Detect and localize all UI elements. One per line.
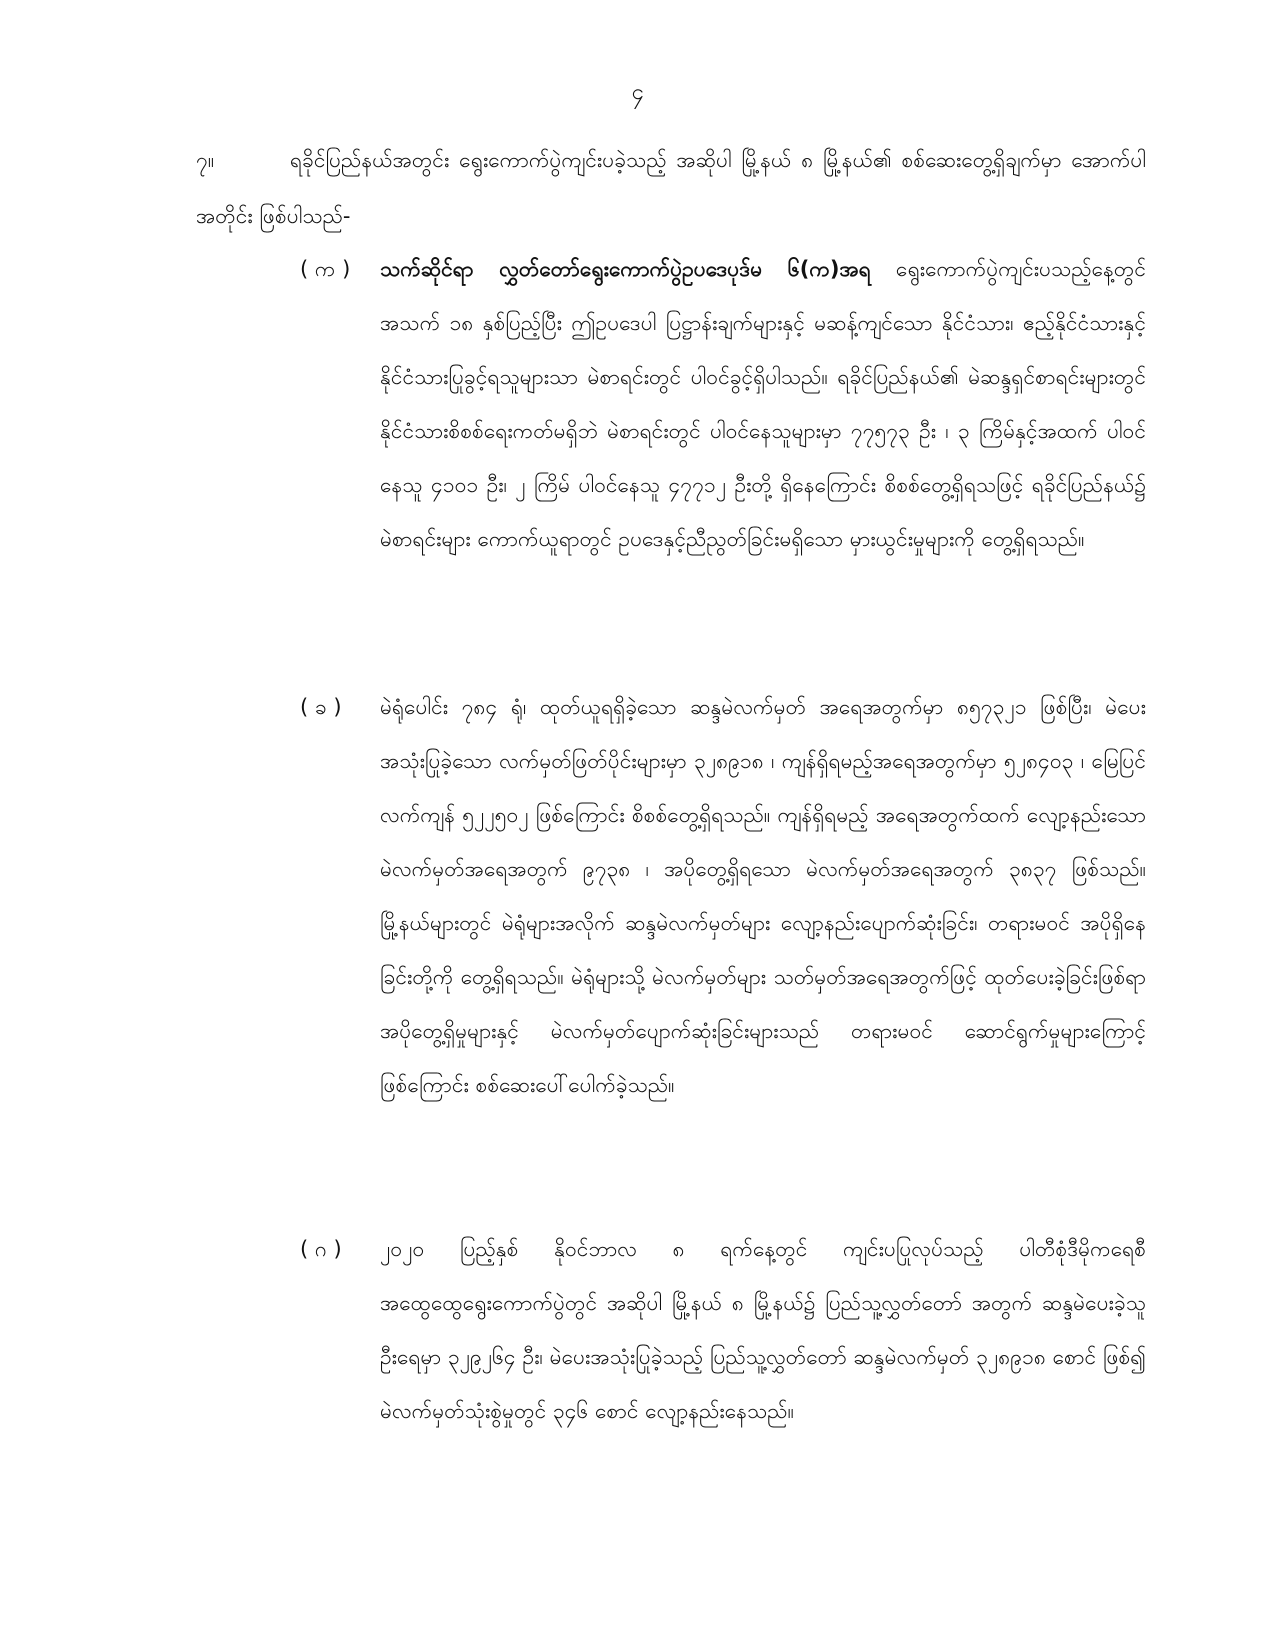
item-text: [380, 242, 1146, 566]
item-body-text: ရွေးကောက်ပွဲကျင်းပသည့်နေ့တွင် အသက် ၁၈ နှစ်ပြည့်ပြီး ဤဥပဒေပါ ပြဋ္ဌာန်းချက်များနှင့် မဆန့်ကျင်သော နိုင်ငံသား၊ ဧည့်နိုင်ငံသားနှင့် နိုင်ငံသားပြုခွင့်ရသူများသာ မဲစာရင်းတွင် ပါဝင်ခွင့်ရှိပါသည်။ ရခိုင်ပြည်နယ်၏ မဲဆန္ဒရှင်စာရင်းများတွင် နိုင်ငံသားစိစစ်ရေးကတ်မရှိဘဲ မဲစာရင်းတွင် ပါဝင်နေသူများမှာ ၇၇၅၇၃ ဦး ၊ ၃ ကြိမ်နှင့်အထက် ပါဝင်နေသူ ၄၁၀၁ ဦး၊ ၂ ကြိမ် ပါဝင်နေသူ ၄၇၇၁၂ ဦးတို့ ရှိနေကြောင်း စိစစ်တွေ့ရှိရသဖြင့် ရခိုင်ပြည်နယ်၌ မဲစာရင်းများ ကောက်ယူရာတွင် ဥပဒေနှင့်ညီညွတ်ခြင်းမရှိသော မှားယွင်းမှုများကို တွေ့ရှိရသည်။: [380, 257, 1146, 551]
item-text: [380, 1222, 1146, 1438]
list-item-ka: [300, 242, 1146, 566]
item-body-text: မဲရုံပေါင်း ၇၈၄ ရုံ၊ ထုတ်ယူရရှိခဲ့သော ဆန္ဒမဲလက်မှတ် အရေအတွက်မှာ ၈၅၇၃၂၁ ဖြစ်ပြီး၊ မဲပေးအသုံးပြုခဲ့သော လက်မှတ်ဖြတ်ပိုင်းများမှာ ၃၂၈၉၁၈ ၊ ကျန်ရှိရမည့်အရေအတွက်မှာ ၅၂၈၄၀၃ ၊ မြေပြင်လက်ကျန် ၅၂၂၅၀၂ ဖြစ်ကြောင်း စိစစ်တွေ့ရှိရသည်။ ကျန်ရှိရမည့် အရေအတွက်ထက် လျော့နည်းသော မဲလက်မှတ်အရေအတွက် ၉၇၃၈ ၊ အပိုတွေ့ရှိရသော မဲလက်မှတ်အရေအတွက် ၃၈၃၇ ဖြစ်သည်။ မြို့နယ်များတွင် မဲရုံများအလိုက် ဆန္ဒမဲလက်မှတ်များ လျော့နည်းပျောက်ဆုံးခြင်း၊ တရားမဝင် အပိုရှိနေခြင်းတို့ကို တွေ့ရှိရသည်။ မဲရုံများသို့ မဲလက်မှတ်များ သတ်မှတ်အရေအတွက်ဖြင့် ထုတ်ပေးခဲ့ခြင်းဖြစ်ရာ အပိုတွေ့ရှိမှုများနှင့် မဲလက်မှတ်ပျောက်ဆုံးခြင်းများသည် တရားမဝင် ဆောင်ရွက်မှုများကြောင့်ဖြစ်ကြောင်း စစ်ဆေးပေါ်ပေါက်ခဲ့သည်။: [380, 695, 1146, 1097]
page-number: ၄: [631, 80, 644, 105]
paragraph-text: ရခိုင်ပြည်နယ်အတွင်း ရွေးကောက်ပွဲကျင်းပခဲ့သည့် အဆိုပါ မြို့နယ် ၈ မြို့နယ်၏ စစ်ဆေးတွေ့ရှိချက်မှာ အောက်ပါအတိုင်း ဖြစ်ပါသည်-: [196, 148, 1146, 228]
item-text: [380, 680, 1146, 1112]
paragraph-7: [196, 132, 1146, 244]
paragraph-number: ၇။: [196, 148, 215, 172]
item-label: ( က ): [300, 257, 351, 281]
item-bold-text: သက်ဆိုင်ရာ လွှတ်တော်ရွေးကောက်ပွဲဥပဒေပုဒ်မ ၆(က)အရ: [380, 257, 871, 281]
item-body-text: ၂၀၂၀ ပြည့်နှစ် နိုဝင်ဘာလ ၈ ရက်နေ့တွင် ကျင်းပပြုလုပ်သည့် ပါတီစုံဒီမိုကရေစီ အထွေထွေရွေးကောက်ပွဲတွင် အဆိုပါ မြို့နယ် ၈ မြို့နယ်၌ ပြည်သူ့လွှတ်တော် အတွက် ဆန္ဒမဲပေးခဲ့သူဦးရေမှာ ၃၂၉၂၆၄ ဦး၊ မဲပေးအသုံးပြုခဲ့သည့် ပြည်သူ့လွှတ်တော် ဆန္ဒမဲလက်မှတ် ၃၂၈၉၁၈ စောင် ဖြစ်၍ မဲလက်မှတ်သုံးစွဲမှုတွင် ၃၄၆ စောင် လျော့နည်းနေသည်။: [380, 1237, 1146, 1423]
item-label: ( ခ ): [300, 695, 342, 719]
list-item-kha: [300, 680, 1146, 1112]
list-item-ga: [300, 1222, 1146, 1438]
item-label: ( ဂ ): [300, 1237, 342, 1261]
